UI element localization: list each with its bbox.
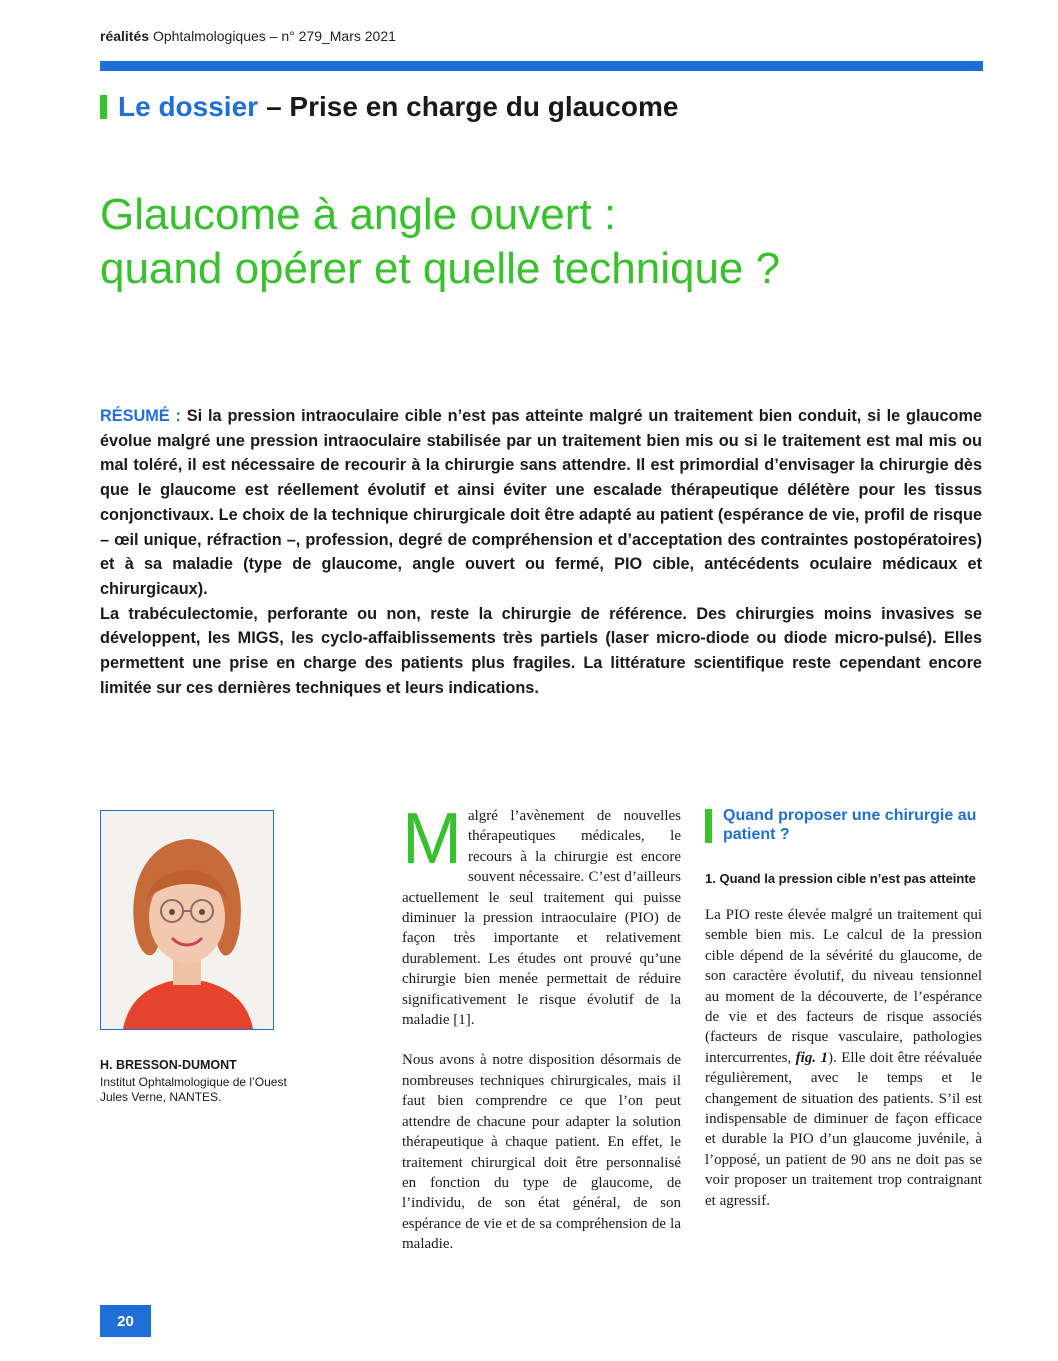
section-topic: – Prise en charge du glaucome (266, 91, 679, 122)
body-paragraph-2: Nous avons à notre disposition désormais de nombreuses techniques chirurgicales, mais il faut bien comprendre ce que l’on peut attendre de chacune pour adapter la solution thérapeutique à chaque patient. En effet, le traitement chirurgical doit être personnalisé en fonction du type de glaucome, de l’individu, de son état général, de son espérance de vie et de sa compréhension de la maladie. (402, 1052, 681, 1253)
sidebar-heading-marker (705, 809, 712, 843)
abstract-paragraph-1 (100, 404, 982, 602)
body-column (402, 799, 681, 1275)
journal-brand: réalités (100, 28, 150, 44)
article-title (100, 188, 980, 296)
figure-reference: fig. 1 (795, 1049, 829, 1066)
sidebar-subheading: 1. Quand la pression cible n’est pas atteinte (705, 871, 976, 886)
section-title (100, 90, 678, 124)
sidebar-heading-text: Quand proposer une chirurgie au patient ? (723, 807, 977, 843)
abstract-paragraph-2: La trabéculectomie, perforante ou non, reste la chirurgie de référence. Des chirurgies moins invasives se développent, les MIGS, les cyclo-affaiblissements très partiels (laser micro-diode ou diode micro-pulsé). Elles permettent une prise en charge des patients plus fragiles. La littérature scientifique reste cependant encore limitée sur ces dernières techniques et leurs indications. (100, 604, 982, 697)
author-portrait-illustration (101, 811, 273, 1029)
section-marker (100, 95, 107, 119)
section-label: Le dossier (118, 91, 259, 122)
author-photo (100, 810, 274, 1030)
body-paragraph-1 (402, 799, 681, 1030)
header-rule (100, 61, 983, 71)
sidebar-column (705, 806, 982, 1211)
journal-header (100, 28, 396, 44)
sidebar-text-1: La PIO reste élevée malgré un traitement qui semble bien mis. Le calcul de la pression cible dépend de la sévérité du glaucome, de son caractère évolutif, du niveau tensionnel au moment de la découverte, de l’espérance de vie et des facteurs de risque associés (facteurs de risque vasculaire, pathologies intercurrentes, (705, 907, 982, 1066)
article-title-line-1: Glaucome à angle ouvert : (100, 190, 617, 239)
author-affiliation-line-2: Jules Verne, NANTES. (100, 1090, 222, 1104)
journal-issue: Ophtalmologiques – n° 279_Mars 2021 (152, 28, 396, 44)
abstract (100, 404, 982, 700)
sidebar-text-2: ). Elle doit être réévaluée régulièrement, avec le temps et le changement de situation des patients. S’il est indispensable de diminuer de façon efficace et durable la PIO d’un glaucome juvénile, à l’opposé, un patient de 90 ans ne doit pas se voir proposer un traitement trop contraignant et agressif. (705, 1049, 982, 1209)
abstract-text-1: Si la pression intraoculaire cible n’est pas atteinte malgré un traitement bien conduit, si le glaucome évolue malgré une pression intraoculaire stabilisée par un traitement bien mis ou si le traitement est mal mis ou mal toléré, il est nécessaire de recourir à la chirurgie sans attendre. Il est primordial d’envisager la chirurgie dès que le glaucome est réellement évolutif et ainsi éviter une escalade thérapeutique délétère pour les tissus conjonctivaux. Le choix de la technique chirurgicale doit être adapté au patient (espérance de vie, profil de risque – œil unique, réfraction –, profession, degré de compréhension et d’acceptation des contraintes postopératoires) et à sa maladie (type de glaucome, angle ouvert ou fermé, PIO cible, antécédents oculaire médicaux et chirurgicaux). (100, 407, 983, 598)
page-number: 20 (100, 1305, 151, 1337)
article-title-line-2: quand opérer et quelle technique ? (100, 244, 781, 293)
abstract-label: RÉSUMÉ : (100, 407, 181, 425)
author-affiliation-line-1: Institut Ophtalmologique de l’Ouest (100, 1075, 287, 1089)
sidebar-paragraph (705, 905, 982, 1211)
drop-cap: M (402, 799, 462, 879)
body-paragraph-1-text: algré l’avènement de nouvelles thérapeutiques médicales, le recours à la chirurgie est encore souvent nécessaire. C’est d’ailleurs actuellement le seul traitement qui puisse diminuer la pression intraoculaire (PIO) de façon très importante et relativement durablement. Les études ont prouvé qu’une chirurgie bien menée permettait de réduire significativement le risque évolutif de la maladie [1]. (402, 808, 681, 1029)
sidebar-heading (705, 806, 982, 844)
author-name: H. BRESSON-DUMONT (100, 1058, 237, 1072)
author-affiliation (100, 1075, 330, 1105)
